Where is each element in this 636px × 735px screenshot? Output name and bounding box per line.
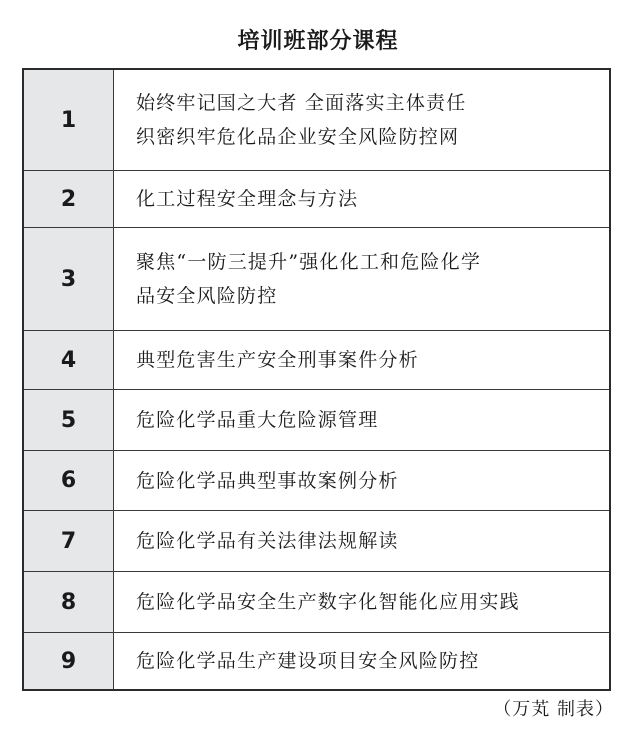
table-row [24, 511, 609, 572]
course-line: 品安全风险防控 [136, 285, 278, 307]
course-name [114, 228, 609, 330]
table-row [24, 451, 609, 511]
course-name [114, 451, 609, 510]
table-row [24, 331, 609, 390]
row-number: 2 [24, 171, 114, 227]
row-number: 7 [24, 511, 114, 571]
table-row [24, 390, 609, 451]
row-number: 4 [24, 331, 114, 389]
course-line: 典型危害生产安全刑事案件分析 [136, 349, 419, 371]
table-row [24, 572, 609, 633]
source-note: （万芄 制表） [493, 699, 614, 720]
row-number: 3 [24, 228, 114, 330]
course-name [114, 633, 609, 689]
row-number: 8 [24, 572, 114, 632]
course-line: 化工过程安全理念与方法 [136, 188, 359, 210]
course-name [114, 70, 609, 170]
row-number: 5 [24, 390, 114, 450]
page-title: 培训班部分课程 [237, 29, 399, 54]
row-number: 6 [24, 451, 114, 510]
course-line: 危险化学品典型事故案例分析 [136, 469, 399, 492]
course-table [22, 68, 611, 691]
course-line: 始终牢记国之大者 全面落实主体责任 [136, 92, 467, 114]
table-row [24, 228, 609, 331]
course-name [114, 511, 609, 571]
table-row [24, 633, 609, 689]
course-line: 危险化学品生产建设项目安全风险防控 [136, 650, 480, 672]
row-number: 1 [24, 70, 114, 170]
course-line: 危险化学品安全生产数字化智能化应用实践 [136, 591, 520, 613]
table-row [24, 171, 609, 228]
course-line: 危险化学品重大危险源管理 [136, 409, 379, 431]
course-name [114, 331, 609, 389]
row-number: 9 [24, 633, 114, 689]
table-row [24, 70, 609, 171]
course-line: 织密织牢危化品企业安全风险防控网 [136, 126, 460, 148]
course-name [114, 390, 609, 450]
course-line: 聚焦“一防三提升”强化化工和危险化学 [136, 251, 482, 273]
course-name [114, 171, 609, 227]
course-name [114, 572, 609, 632]
course-line: 危险化学品有关法律法规解读 [136, 530, 399, 552]
